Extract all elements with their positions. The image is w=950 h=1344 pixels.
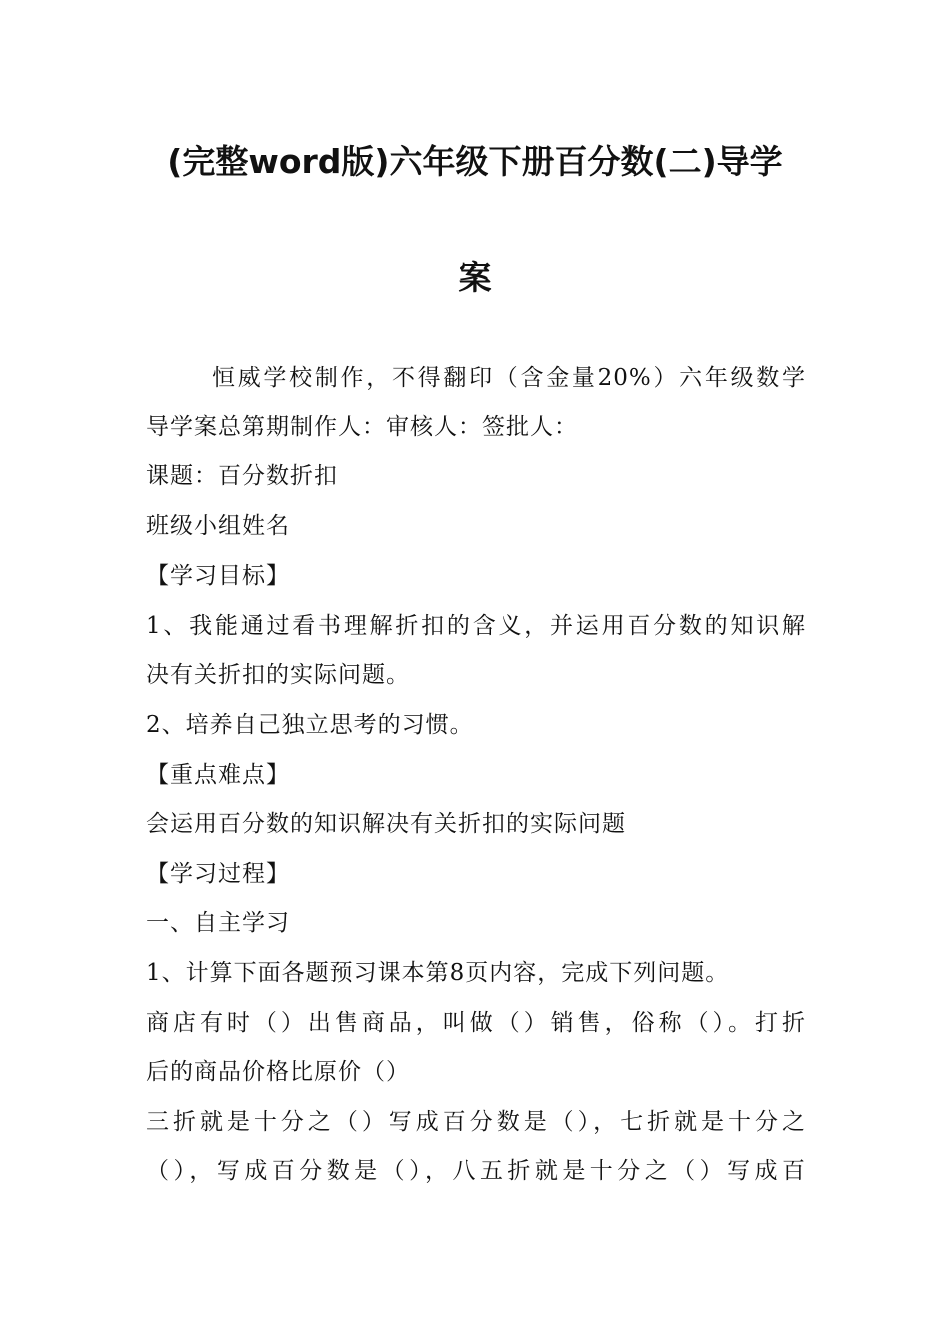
document-title-line-2: 案	[458, 258, 492, 297]
class-group-name: 班级小组姓名	[146, 513, 290, 539]
question-fraction-line-1: 三折就是十分之（）写成百分数是（），七折就是十分之	[146, 1109, 806, 1135]
question-fraction-line-2: （），写成百分数是（），八五折就是十分之（）写成百	[146, 1158, 806, 1184]
question-discount-line-2: 后的商品价格比原价（）	[146, 1059, 410, 1085]
key-point-text: 会运用百分数的知识解决有关折扣的实际问题	[146, 811, 626, 837]
section-heading-key-points: 【重点难点】	[146, 762, 290, 788]
goal-2: 2、培养自己独立思考的习惯。	[146, 712, 474, 738]
goal-1-line-1: 1、我能通过看书理解折扣的含义，并运用百分数的知识解	[146, 613, 806, 639]
subsection-self-study: 一、自主学习	[146, 910, 290, 936]
question-discount-line-1: 商店有时（）出售商品，叫做（）销售，俗称（）。打折	[146, 1010, 806, 1036]
task-1: 1、计算下面各题预习课本第8页内容，完成下列问题。	[146, 960, 730, 986]
section-heading-process: 【学习过程】	[146, 861, 290, 887]
intro-line-1: 恒威学校制作，不得翻印（含金量20%）六年级数学	[212, 365, 806, 391]
lesson-topic: 课题：百分数折扣	[146, 463, 338, 489]
section-heading-goals: 【学习目标】	[146, 563, 290, 589]
intro-line-2: 导学案总第期制作人：审核人：签批人：	[146, 414, 578, 440]
goal-1-line-2: 决有关折扣的实际问题。	[146, 662, 410, 688]
document-title-line-1: (完整word版)六年级下册百分数(二)导学	[167, 142, 783, 181]
